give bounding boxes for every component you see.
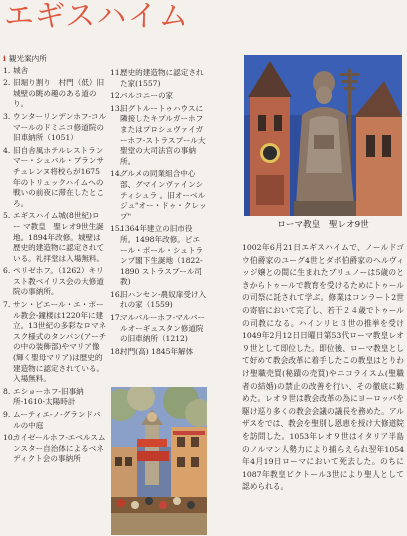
list-item — [110, 347, 207, 358]
item-text: グルメの同業組合中心部、グマインヴァインシティシュラ 。旧オーベルジュ"オー・ドゥ・クレップ" — [120, 169, 207, 221]
list-item — [3, 300, 107, 385]
list-item — [3, 410, 107, 431]
item-text: 旧グトルートゥハウスに隣接したキプルガーホフまたはプロシュヴァイガーホフ-ストラスブール大聖堂の大司法官の事納所。 — [120, 103, 206, 166]
item-text: 旧自舎風ホテルレストランマー・シュバル・ブランサチュレンヌ将校らが1675年のトリュックハイムへの戦いの前夜に滞在したところ。 — [13, 145, 105, 208]
list-item — [110, 290, 207, 311]
item-text: エギスハイム城(8世紀)ロー マ教皇 聖レオ9世生誕地。1894年改修。城壁は歴史的建造物に認定されている。礼拝堂は入場無料。 — [13, 211, 105, 263]
item-number: 18. — [110, 346, 123, 356]
statue-photo — [244, 55, 402, 216]
item-number: 1. — [3, 65, 11, 75]
list-item — [110, 313, 207, 345]
item-number: 11. — [110, 68, 123, 77]
item-number: 3. — [3, 111, 11, 121]
item-number: 12. — [110, 91, 123, 101]
item-text: ペリゼホフ。（1262）キリスト教ベイリス会の大修道院の事納所。 — [13, 266, 104, 297]
item-number: 9. — [3, 410, 11, 419]
item-number: 6. — [3, 266, 11, 276]
info-icon: i — [3, 54, 6, 63]
middle-column — [110, 68, 207, 359]
list-item — [3, 78, 107, 110]
list-item — [110, 169, 207, 222]
list-item — [3, 387, 107, 408]
item-number: 7. — [3, 300, 11, 310]
tourist-info-heading — [3, 54, 107, 65]
item-number: 13. — [110, 103, 123, 113]
list-item — [3, 66, 107, 77]
item-text: 旧堀り割り 村門（低）旧城壁の眺め趣のある道のり。 — [13, 78, 105, 109]
list-item — [110, 224, 207, 288]
town-square-photo — [111, 387, 207, 535]
item-text: エショーホフ-旧事納所-1610-太陽時計 — [13, 386, 84, 407]
list-item — [3, 266, 107, 298]
item-number: 8. — [3, 386, 11, 396]
item-text: カイゼールホフ-エベルスムンスター自治体によるベネディクト会の事納所 — [13, 433, 106, 464]
item-text: マルバルーホフ-マルバールオーギュスタン修道院の旧車納所（1212) — [120, 313, 206, 344]
item-text: ムーティエ-ノ-グランドバルの中庭 — [13, 410, 101, 430]
item-number: 15. — [110, 224, 123, 234]
statue-caption: ローマ教皇 聖レオ9世 — [277, 220, 369, 230]
item-text: 城舎 — [13, 65, 29, 75]
list-item — [3, 146, 107, 210]
item-text: サン・ピエール・エ・ポール教会-鐘楼は1220年に建立。13世紀の多彩なロマネスク様式のタンパン(アーチの中の装飾部)やマリア像(輝く聖母マリア)は歴史的建造物に認定されている。入場無料。 — [13, 300, 107, 384]
left-item-list — [3, 66, 107, 465]
item-number: 5. — [3, 211, 11, 221]
item-text: バルコニーの家 — [120, 91, 174, 101]
biography-text: 1002年6月21日エギスハイムで、ノールドゴウ伯爵家のユーグ4世とダボ伯爵家のヘルヴィッジ嬢との間に生まれたブリュノーは5歳のときからトゥールで教育を受けるためにトゥールの司祭に託されて学ぶ。修業はコンラート2世の寄宿において完了し、若干２４歳でトゥールの司教になる。ハインリヒ３世の推挙を受け1049年2月12日日曜日第53代ローマ教皇レオ９世として即位した。即位後、ローマ教皇として好めて教会改革に着手したこの教皇はとりわけ聖職売買(秘蹟の売買)やニコライスム(聖職者の結婚)の禁止の改善を行い、その徹底に勤めた。レオ９世は教会改革の為にヨーロッパを駆け巡り多くの教会会議の議長を務めた。アルザスをでは、教会を聖別し恩恵を授け大修道院を訪問した。1053年レオ９世はイタリア半島のノルマン人勢力により捕らえられ翌年1054年4月19日ローマにおいて死去した。のちに1087年教皇ビクトール3世により聖人として認められる。 — [242, 243, 404, 492]
item-text: 歴史的建造物に認定された家(1557) — [120, 68, 204, 88]
item-number: 2. — [3, 78, 11, 88]
heading-label: 観光案内所 — [8, 54, 47, 63]
item-number: 16. — [110, 289, 123, 299]
list-item — [110, 104, 207, 168]
middle-item-list — [110, 68, 207, 357]
item-number: 4. — [3, 145, 11, 155]
item-number: 10. — [3, 433, 16, 443]
list-item — [110, 68, 207, 89]
item-number: 14. — [110, 169, 123, 179]
list-item — [110, 91, 207, 102]
list-item — [3, 433, 107, 465]
item-text: ウンターリンデンホフ-コルマールのドミニコ修道院の旧車納所（1051） — [13, 111, 107, 143]
town-square-illustration — [111, 387, 207, 535]
pope-leo-statue-illustration — [244, 55, 402, 216]
item-text: 村門(高) 1845年解体 — [120, 346, 194, 356]
item-number: 17. — [110, 313, 123, 323]
item-text: 旧ハンセン-農奴扉受け入れの家（1559) — [120, 289, 207, 310]
left-column — [3, 54, 107, 467]
page-title: エギスハイム — [4, 0, 190, 34]
list-item — [3, 112, 107, 144]
list-item — [3, 211, 107, 264]
item-text: 1364年建立の旧市役所。1498年改修。ピエール・ポール・シュトランプ閣下生誕地（1822-1890 ストラスブール司教) — [120, 224, 204, 287]
